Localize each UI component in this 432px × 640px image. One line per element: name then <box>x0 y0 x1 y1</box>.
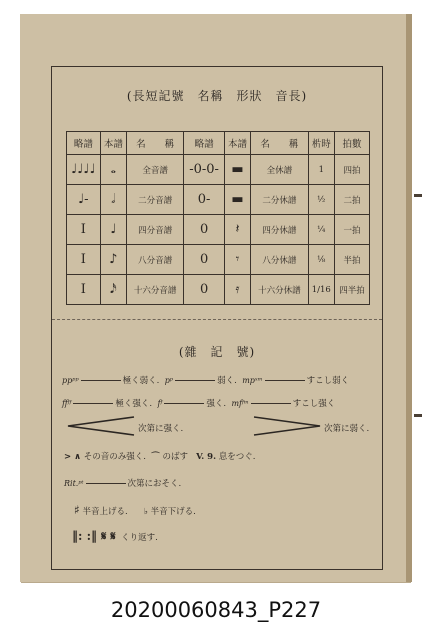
header-cell: 拍數 <box>335 132 370 155</box>
table-row <box>67 155 370 185</box>
decrescendo-text: 次第に弱く. <box>324 424 370 434</box>
note-name: 十六分音譜 <box>127 275 184 305</box>
accent-mark: > ∧ <box>64 452 81 462</box>
abbr-symbol: ♩- <box>67 185 101 215</box>
page-spine <box>406 14 412 582</box>
crescendo-icon <box>66 415 136 437</box>
archive-id-caption: 20200060843_P227 <box>110 598 322 622</box>
beat-count: 四半拍 <box>335 275 370 305</box>
time-value: ⅛ <box>308 245 334 275</box>
pp-mark: ppᵖᵖ <box>62 376 79 385</box>
accent-text: その音のみ强く. <box>83 452 146 462</box>
sharp-icon: ♯ <box>74 503 80 517</box>
time-value: ¼ <box>308 215 334 245</box>
rest-name: 四分休譜 <box>251 215 308 245</box>
header-cell: 略譜 <box>184 132 225 155</box>
binding-mark <box>414 194 422 197</box>
breath-mark: V. 9. <box>196 452 217 462</box>
f-text: 强く. <box>206 399 227 409</box>
binding-mark <box>414 414 422 417</box>
p-mark: pᵖ <box>164 376 174 385</box>
rit-text: 次第におそく. <box>127 479 182 489</box>
abbr-rest-symbol: 0 <box>184 215 225 245</box>
rest-symbol: 𝄽 <box>224 215 250 245</box>
note-name: 二分音譜 <box>127 185 184 215</box>
note-symbol: 𝅘𝅥𝅯 <box>100 275 126 305</box>
repeat-text: くり返す. <box>121 533 158 543</box>
beat-count: 四拍 <box>335 155 370 185</box>
time-value: 1 <box>308 155 334 185</box>
rest-name: 八分休譜 <box>251 245 308 275</box>
time-value: 1/16 <box>308 275 334 305</box>
mp-mark: mpˣᵐ <box>242 376 263 385</box>
accent-line <box>64 450 255 462</box>
note-symbol: ♩ <box>100 215 126 245</box>
header-cell: 本譜 <box>100 132 126 155</box>
rit-mark: Rit.ᵖᵗ <box>64 479 84 488</box>
p-text: 弱く. <box>217 376 237 386</box>
beat-count: 二拍 <box>335 185 370 215</box>
table-title: (長短記號 名稱 形狀 音長) <box>126 89 308 103</box>
accidental-line <box>74 503 196 517</box>
abbr-symbol: I <box>67 215 101 245</box>
rest-symbol: ▬ <box>224 185 250 215</box>
abbr-rest-symbol: 0- <box>184 185 225 215</box>
header-cell: 名 稱 <box>127 132 184 155</box>
beat-count: 一拍 <box>335 215 370 245</box>
sharp-text: 半音上げる. <box>82 507 128 517</box>
abbr-symbol: I <box>67 245 101 275</box>
rest-name: 十六分休譜 <box>251 275 308 305</box>
rest-name: 全休譜 <box>251 155 308 185</box>
book-page <box>20 14 410 582</box>
rest-symbol: ▬ <box>224 155 250 185</box>
note-symbol: 𝅝 <box>100 155 126 185</box>
beat-count: 半拍 <box>335 245 370 275</box>
abbr-rest-symbol: -0-0- <box>184 155 225 185</box>
rest-name: 二分休譜 <box>251 185 308 215</box>
table-row <box>67 185 370 215</box>
ritardando-line <box>64 477 181 489</box>
header-cell: 名 稱 <box>251 132 308 155</box>
abbr-rest-symbol: 0 <box>184 275 225 305</box>
header-cell: 本譜 <box>224 132 250 155</box>
note-symbol: ♪ <box>100 245 126 275</box>
note-name: 四分音譜 <box>127 215 184 245</box>
ff-mark: ffᶠᶠ <box>62 399 72 408</box>
table-header-row <box>67 132 370 155</box>
flat-icon: ♭ <box>143 507 148 517</box>
note-name: 八分音譜 <box>127 245 184 275</box>
dynamics-line-soft <box>62 374 349 386</box>
mp-text: すこし弱く <box>306 376 350 386</box>
note-name: 全音譜 <box>127 155 184 185</box>
header-cell: 略譜 <box>67 132 101 155</box>
breath-text: 息をつぐ. <box>218 452 256 462</box>
mf-mark: mfᶠᵐ <box>231 399 249 408</box>
dynamics-line-loud <box>62 397 335 409</box>
section-divider <box>52 319 382 320</box>
abbr-symbol: ♩♩♩♩ <box>67 155 101 185</box>
time-value: ½ <box>308 185 334 215</box>
pp-text: 極く弱く. <box>122 376 160 386</box>
mf-text: すこし强く <box>292 399 336 409</box>
ff-text: 極く强く. <box>115 399 153 409</box>
rest-symbol: 𝄿 <box>224 275 250 305</box>
decrescendo-icon <box>252 415 322 437</box>
abbr-symbol: I <box>67 275 101 305</box>
table-row <box>67 245 370 275</box>
misc-title: (雜 記 號) <box>178 345 256 359</box>
repeat-line <box>72 529 158 544</box>
table-row <box>67 215 370 245</box>
abbr-rest-symbol: 0 <box>184 245 225 275</box>
fermata-icon: ⌒ <box>151 452 160 462</box>
f-mark: fᶠ <box>157 399 163 408</box>
fermata-text: のばす <box>162 452 189 462</box>
note-length-table <box>66 131 370 305</box>
note-symbol: 𝅗𝅥 <box>100 185 126 215</box>
repeat-sign-icon: ‖: :‖ 𝄋 𝄋 <box>72 529 116 543</box>
crescendo-text: 次第に强く. <box>138 424 184 434</box>
header-cell: 㭊時 <box>308 132 334 155</box>
table-row <box>67 275 370 305</box>
flat-text: 半音下げる. <box>150 507 196 517</box>
rest-symbol: 𝄾 <box>224 245 250 275</box>
content-frame <box>51 66 383 570</box>
